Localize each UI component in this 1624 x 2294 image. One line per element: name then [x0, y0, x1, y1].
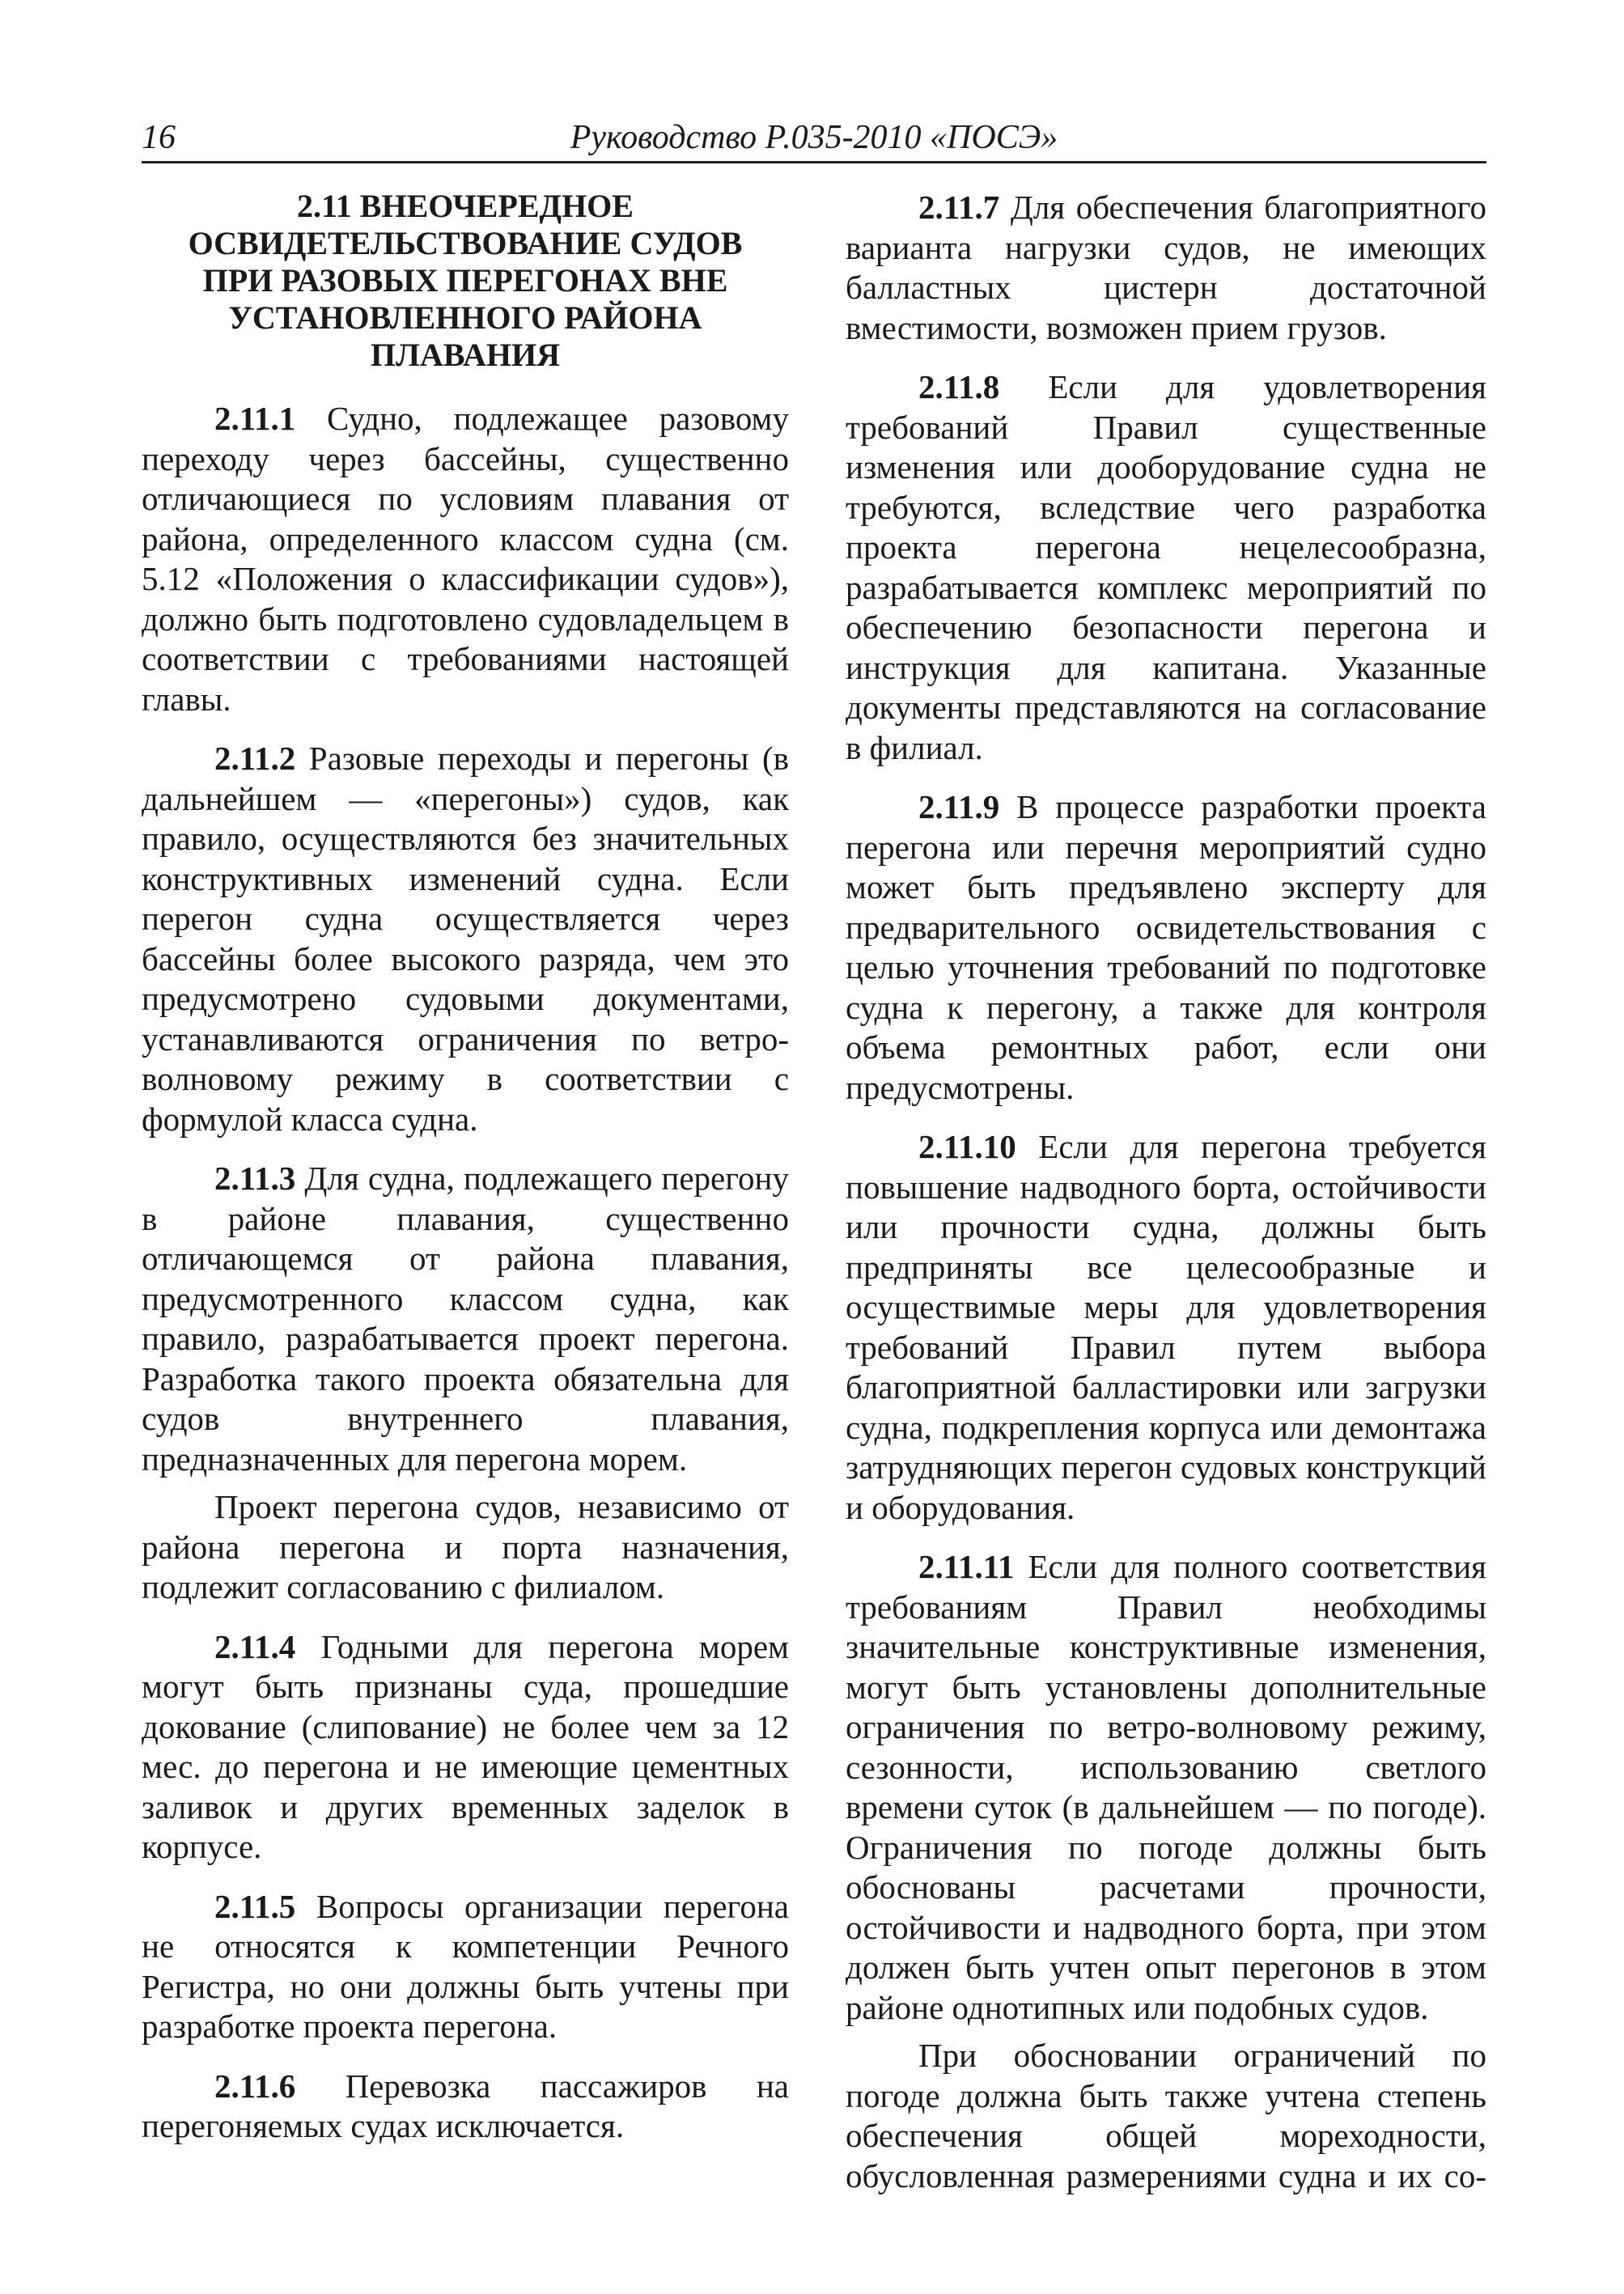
- paragraph-text: Разовые переходы и перегоны (в дальнейшем — «перегоны») судов, как правило, осуществляются без значительных конструктивных изменений судна. Если перегон судна осуществляется через бассейны более высокого разряда, чем это предусмотрено судовыми документами, устанавливаются ограничения по ветро-волновому режиму в соответствии с формулой класса судна.: [142, 740, 789, 1138]
- left-column: [142, 188, 789, 2166]
- page-header: [142, 117, 1486, 165]
- paragraph-number: 2.11.6: [214, 2067, 296, 2105]
- paragraph-number: 2.11.8: [918, 368, 1000, 405]
- paragraph-2-11-11-continued: [846, 2036, 1486, 2196]
- right-column: [846, 188, 1486, 2216]
- paragraph-number: 2.11.2: [214, 740, 296, 777]
- running-title: Руководство Р.035-2010 «ПОСЭ»: [570, 119, 1058, 156]
- paragraph-2-11-11: [846, 1547, 1486, 2028]
- paragraph-text: В процессе разработки проекта перегона или перечня мероприятий судно может быть предъявлено эксперту для предварительного освидетельствования с целью уточнения требований по подготовке судна к перегону, а также для контроля объема ремонтных работ, если они предусмотрены.: [846, 788, 1486, 1106]
- paragraph-2-11-6: [142, 2067, 789, 2147]
- paragraph-text: Если для удовлетворения требований Правил существенные изменения или дооборудование судна не требуются, вследствие чего разработка проекта перегона нецелесообразна, разрабатывается комплекс мероприятий по обеспечению безопасности перегона и инструкция для капитана. Указанные документы представляются на согласование в филиал.: [846, 368, 1486, 766]
- paragraph-text: Перевозка пассажиров на перегоняемых судах исключается.: [142, 2067, 789, 2144]
- paragraph-2-11-3-continued: [142, 1487, 789, 1608]
- section-title: 2.11 ВНЕОЧЕРЕДНОЕ ОСВИДЕТЕЛЬСТВОВАНИЕ СУДОВ ПРИ РАЗОВЫХ ПЕРЕГОНАХ ВНЕ УСТАНОВЛЕННОГО РАЙОНА ПЛАВАНИЯ: [188, 188, 743, 373]
- paragraph-text: Судно, подлежащее разовому переходу через бассейны, существенно отличающиеся по условиям плавания от района, определенного классом судна (см. 5.12 «Положения о классификации судов»), должно быть подготовлено судовладельцем в соответствии с требованиями настоящей главы.: [142, 400, 789, 718]
- paragraph-number: 2.11.11: [918, 1548, 1015, 1585]
- paragraph-text: Вопросы организации перегона не относятся к компетенции Речного Регистра, но они должны быть учтены при разработке проекта перегона.: [142, 1887, 789, 2045]
- paragraph-2-11-2: [142, 739, 789, 1139]
- paragraph-text: Для обеспечения благоприятного варианта нагрузки судов, не имеющих балластных цистерн достаточной вместимости, возможен прием грузов.: [846, 189, 1486, 346]
- paragraph-number: 2.11.7: [918, 189, 1000, 226]
- paragraph-number: 2.11.10: [918, 1128, 1016, 1165]
- paragraph-2-11-10: [846, 1127, 1486, 1528]
- paragraph-2-11-9: [846, 787, 1486, 1108]
- paragraph-2-11-7: [846, 188, 1486, 348]
- paragraph-2-11-5: [142, 1887, 789, 2047]
- paragraph-2-11-4: [142, 1627, 789, 1868]
- paragraph-number: 2.11.4: [214, 1627, 296, 1665]
- paragraph-2-11-3: [142, 1159, 789, 1479]
- paragraph-number: 2.11.5: [214, 1887, 296, 1925]
- page-number: 16: [142, 119, 176, 156]
- header-rule: [142, 161, 1486, 163]
- paragraph-text: При обосновании ограничений по погоде должна быть также учтена степень обеспечения общей мореходности, обусловленная размерениями судна и их со-: [846, 2037, 1486, 2194]
- paragraph-number: 2.11.1: [214, 400, 296, 437]
- paragraph-text: Проект перегона судов, независимо от района перегона и порта назначения, подлежит согласованию с филиалом.: [142, 1488, 789, 1605]
- paragraph-2-11-1: [142, 399, 789, 719]
- paragraph-number: 2.11.9: [918, 788, 1000, 825]
- paragraph-text: Если для полного соответствия требованиям Правил необходимы значительные конструктивные изменения, могут быть установлены дополнительные ограничения по ветро-волновому режиму, сезонности, использованию светлого времени суток (в дальнейшем — по погоде). Ограничения по погоде должны быть обоснованы расчетами прочности, остойчивости и надводного борта, при этом должен быть учтен опыт перегонов в этом районе однотипных или подобных судов.: [846, 1548, 1486, 2026]
- paragraph-number: 2.11.3: [214, 1160, 296, 1197]
- paragraph-text: Годными для перегона морем могут быть признаны суда, прошедшие докование (слипование) не более чем за 12 мес. до перегона и не имеющие цементных заливок и других временных заделок в корпусе.: [142, 1627, 789, 1865]
- paragraph-text: Для судна, подлежащего перегону в районе плавания, существенно отличающемся от района плавания, предусмотренного классом судна, как правило, разрабатывается проект перегона. Разработка такого проекта обязательна для судов внутреннего плавания, предназначенных для перегона морем.: [142, 1160, 789, 1478]
- paragraph-2-11-8: [846, 367, 1486, 768]
- paragraph-text: Если для перегона требуется повышение надводного борта, остойчивости или прочности судна, должны быть предприняты все целесообразные и осуществимые меры для удовлетворения требований Правил путем выбора благоприятной балластировки или загрузки судна, подкрепления корпуса или демонтажа затрудняющих перегон судовых конструкций и оборудования.: [846, 1128, 1486, 1526]
